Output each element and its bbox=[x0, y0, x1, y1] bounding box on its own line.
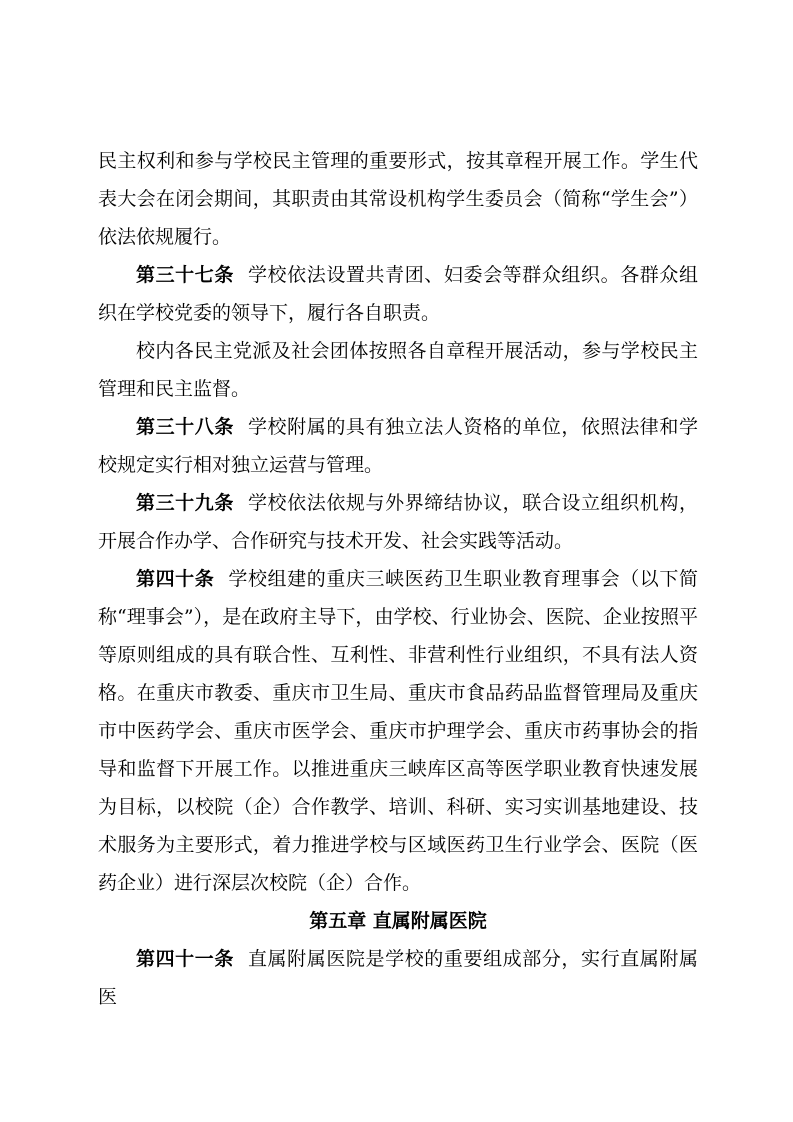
article-39 bbox=[98, 484, 698, 560]
paragraph-text: 直属附属医院是学校的重要组成部分，实行直属附属医 bbox=[98, 948, 698, 1008]
article-number: 第四十一条 bbox=[136, 948, 234, 970]
chapter-title: 第五章 直属附属医院 bbox=[309, 910, 487, 932]
paragraph-p3 bbox=[98, 332, 698, 408]
article-number: 第三十七条 bbox=[136, 264, 234, 286]
paragraph-text: 学校组建的重庆三峡医药卫生职业教育理事会（以下简称“理事会”），是在政府主导下，由学校、行业协会、医院、企业按照平等原则组成的具有联合性、互利性、非营利性行业组织，不具有法人资格。在重庆市教委、重庆市卫生局、重庆市食品药品监督管理局及重庆市中医药学会、重庆市医学会、重庆市护理学会、重庆市药事协会的指导和监督下开展工作。以推进重庆三峡库区高等医学职业教育快速发展为目标，以校院（企）合作教学、培训、科研、实习实训基地建设、技术服务为主要形式，着力推进学校与区域医药卫生行业学会、医院（医药企业）进行深层次校院（企）合作。 bbox=[98, 568, 698, 894]
paragraph-text: 民主权利和参与学校民主管理的重要形式，按其章程开展工作。学生代表大会在闭会期间，其职责由其常设机构学生委员会（简称“学生会”）依法依规履行。 bbox=[98, 150, 698, 248]
article-41 bbox=[98, 940, 698, 1016]
article-number: 第三十八条 bbox=[136, 416, 234, 438]
paragraph-text: 学校依法依规与外界缔结协议，联合设立组织机构，开展合作办学、合作研究与技术开发、社会实践等活动。 bbox=[98, 492, 698, 552]
paragraph-text: 学校附属的具有独立法人资格的单位，依照法律和学校规定实行相对独立运营与管理。 bbox=[98, 416, 698, 476]
article-37 bbox=[98, 256, 698, 332]
document-body bbox=[98, 142, 698, 1016]
paragraph-p1 bbox=[98, 142, 698, 256]
article-number: 第三十九条 bbox=[136, 492, 234, 514]
article-38 bbox=[98, 408, 698, 484]
paragraph-text: 校内各民主党派及社会团体按照各自章程开展活动，参与学校民主管理和民主监督。 bbox=[98, 340, 698, 400]
paragraph-text: 学校依法设置共青团、妇委会等群众组织。各群众组织在学校党委的领导下，履行各自职责。 bbox=[98, 264, 698, 324]
article-number: 第四十条 bbox=[136, 568, 215, 590]
article-40 bbox=[98, 560, 698, 902]
